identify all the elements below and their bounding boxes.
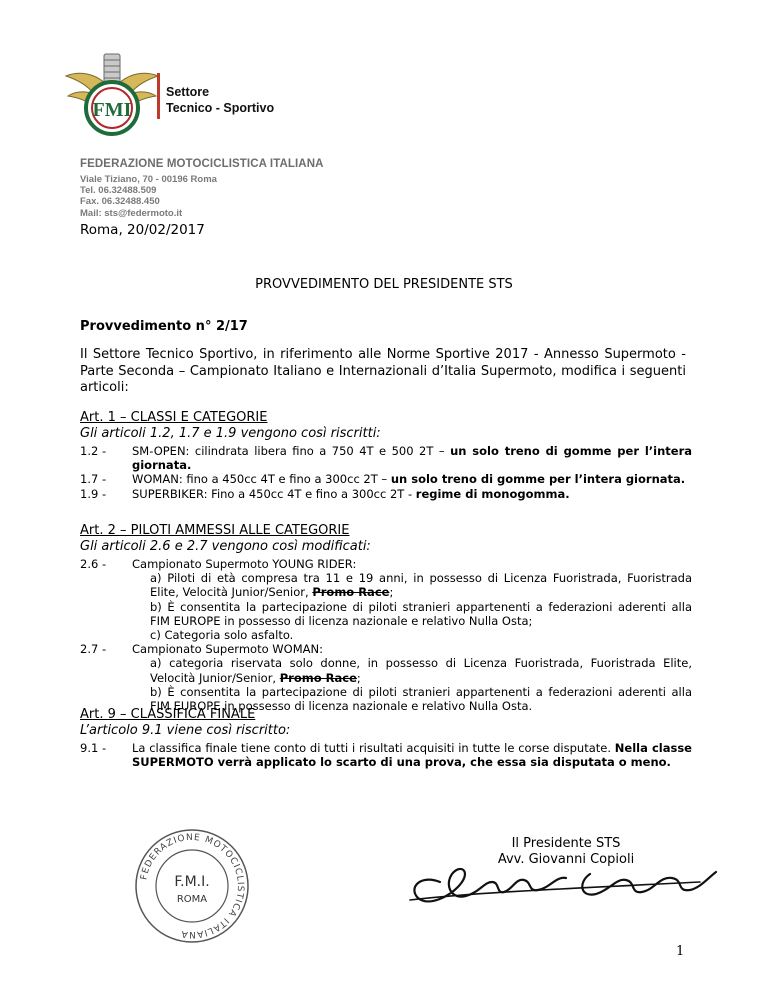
item-text — [132, 472, 692, 486]
item-text — [132, 444, 692, 472]
clause-a — [132, 571, 692, 599]
list-item — [80, 444, 692, 472]
clause-a — [132, 656, 692, 684]
struck-text: Promo Race — [312, 585, 390, 600]
address: Viale Tiziano, 70 - 00196 Roma — [80, 174, 217, 185]
item-plain: SM-OPEN: cilindrata libera fino a 750 4T e 500 2T – — [132, 444, 451, 458]
stamp-center-top: F.M.I. — [174, 874, 210, 890]
item-plain: La classifica finale tiene conto di tutti i risultati acquisiti in tutte le corse disputate. — [132, 741, 615, 755]
article-subtitle: Gli articoli 1.2, 1.7 e 1.9 vengono così riscritti: — [80, 426, 381, 441]
article-2 — [80, 523, 692, 713]
fax: Fax. 06.32488.450 — [80, 196, 160, 208]
email: Mail: sts@federmoto.it — [80, 207, 183, 219]
fmi-logo — [64, 50, 160, 142]
item-text — [132, 487, 692, 501]
document-heading: PROVVEDIMENTO DEL PRESIDENTE STS — [255, 277, 513, 292]
list-item — [80, 642, 692, 713]
logo-letters: FMI — [92, 99, 132, 121]
intro-paragraph: Il Settore Tecnico Sportivo, in riferimento alle Norme Sportive 2017 - Annesso Supermoto - Parte Seconda – Campionato Italiano e Internazionali d’Italia Supermoto, modifica i seguenti articoli: — [80, 347, 686, 395]
clause-end: ; — [356, 670, 361, 685]
item-text — [132, 557, 692, 642]
clause-text: a) categoria riservata solo donne, in possesso di Licenza Fuoristrada, Fuoristrada Elite, Velocità Junior/Senior, — [150, 656, 692, 685]
provision-number: Provvedimento n° 2/17 — [80, 319, 248, 334]
article-1 — [80, 410, 692, 501]
article-title: Art. 2 – PILOTI AMMESSI ALLE CATEGORIE — [80, 523, 350, 538]
header-divider — [157, 73, 160, 119]
clause-c: c) Categoria solo asfalto. — [150, 628, 294, 643]
item-bold: un solo treno di gomme per l’intera giornata. — [132, 444, 692, 473]
article-9 — [80, 707, 692, 769]
stamp-center-bottom: ROMA — [176, 894, 208, 905]
federation-name: FEDERAZIONE MOTOCICLISTICA ITALIANA — [80, 158, 324, 170]
list-item — [80, 487, 692, 501]
item-number: 1.7 - — [80, 472, 107, 487]
item-number: 2.6 - — [80, 557, 107, 571]
document-date: Roma, 20/02/2017 — [80, 222, 205, 238]
signer-role: Il Presidente STS — [511, 836, 621, 851]
signer-name: Avv. Giovanni Copioli — [497, 852, 635, 867]
page-number: 1 — [676, 944, 685, 959]
official-stamp — [132, 826, 252, 946]
clause-end: ; — [389, 585, 394, 600]
item-text — [132, 642, 692, 713]
item-number: 2.7 - — [80, 642, 107, 657]
list-item — [80, 741, 692, 769]
article-subtitle: Gli articoli 2.6 e 2.7 vengono così modificati: — [80, 539, 371, 554]
item-bold: un solo treno di gomme per l’intera giornata. — [390, 472, 686, 487]
stamp-ring-text: FEDERAZIONE MOTOCICLISTICA ITALIANA — [139, 832, 246, 940]
phone: Tel. 06.32488.509 — [80, 185, 157, 197]
item-head: Campionato Supermoto WOMAN: — [132, 642, 323, 657]
item-number: 1.9 - — [80, 486, 107, 501]
item-number: 1.2 - — [80, 444, 107, 458]
article-title: Art. 9 – CLASSIFICA FINALE — [80, 707, 256, 722]
item-bold: regime di monogomma. — [415, 486, 570, 501]
item-bold: Nella classe SUPERMOTO verrà applicato lo scarto di una prova, che essa sia disputata o meno. — [132, 741, 692, 770]
struck-text: Promo Race — [279, 670, 357, 685]
sector-name — [166, 84, 274, 116]
handwritten-signature — [400, 852, 720, 910]
item-plain: WOMAN: fino a 450cc 4T e fino a 300cc 2T – — [132, 472, 391, 487]
sector-line1: Settore — [166, 85, 210, 99]
clause-b: b) È consentita la partecipazione di piloti stranieri appartenenti a federazioni aderenti alla FIM EUROPE in possesso di licenza nazionale e relativo Nulla Osta; — [150, 599, 692, 628]
clause-b: b) È consentita la partecipazione di piloti stranieri appartenenti a federazioni aderenti alla FIM EUROPE in possesso di licenza nazionale e relativo Nulla Osta. — [150, 684, 692, 714]
sector-line2: Tecnico - Sportivo — [166, 101, 275, 115]
item-text — [132, 741, 692, 769]
item-head: Campionato Supermoto YOUNG RIDER: — [132, 557, 357, 571]
item-plain: SUPERBIKER: Fino a 450cc 4T e fino a 300cc 2T - — [132, 486, 416, 501]
federation-contacts — [80, 174, 217, 219]
article-title: Art. 1 – CLASSI E CATEGORIE — [80, 410, 268, 425]
list-item — [80, 472, 692, 486]
list-item — [80, 557, 692, 642]
clause-text: a) Piloti di età compresa tra 11 e 19 anni, in possesso di Licenza Fuoristrada, Fuoristrada Elite, Velocità Junior/Senior, — [150, 571, 692, 600]
item-number: 9.1 - — [80, 741, 107, 755]
article-subtitle: L’articolo 9.1 viene così riscritto: — [80, 723, 291, 738]
